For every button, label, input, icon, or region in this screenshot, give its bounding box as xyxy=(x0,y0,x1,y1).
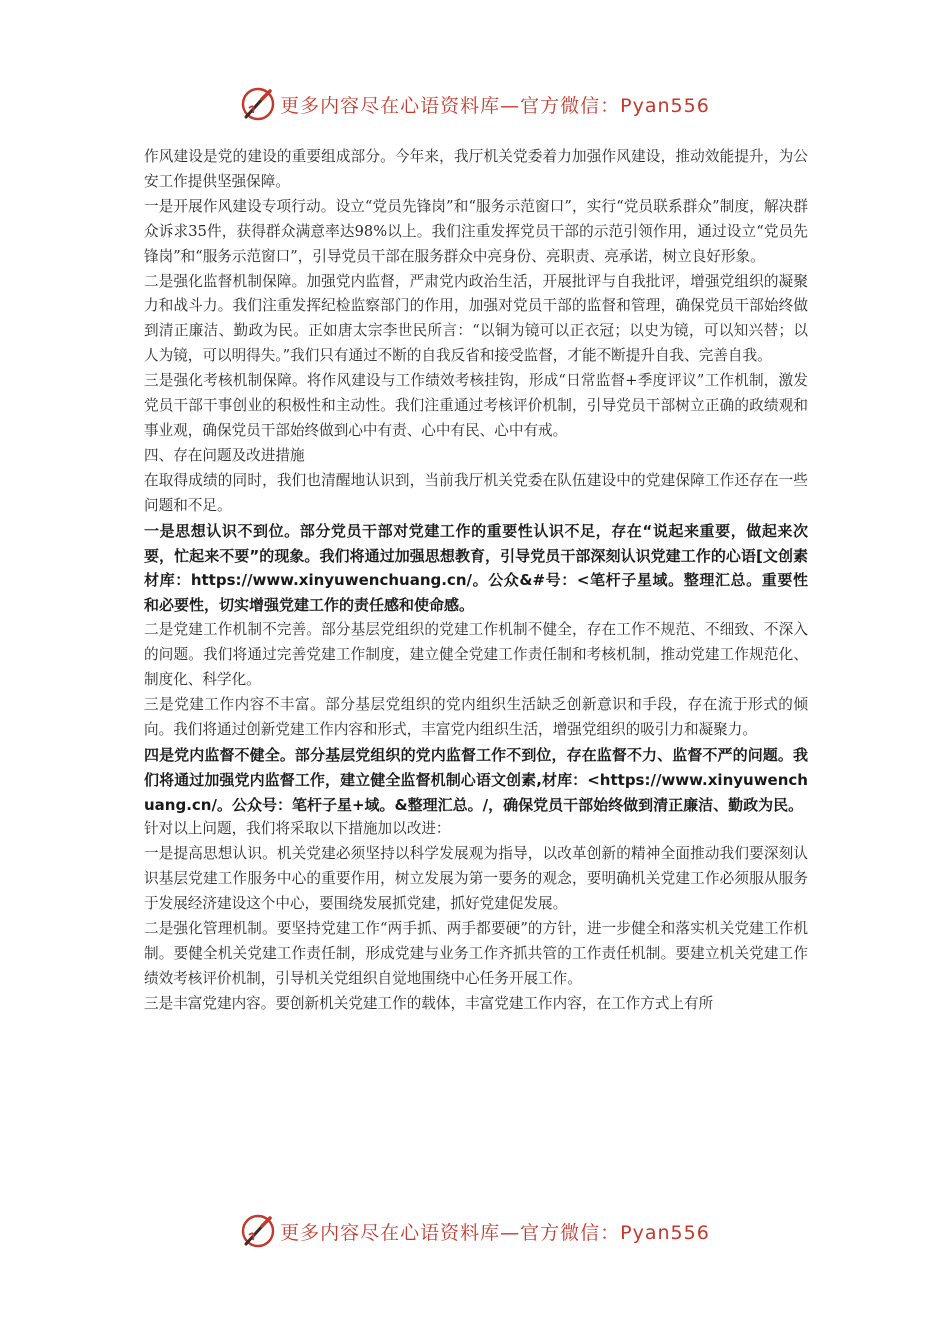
footer-banner-text: 更多内容尽在心语资料库—官方微信：Pyan556 xyxy=(280,1221,710,1244)
paragraph: 在取得成绩的同时，我们也清醒地认识到，当前我厅机关党委在队伍建设中的党建保障工作还存在一些问题和不足。 xyxy=(144,471,808,514)
pen-logo-icon xyxy=(240,86,276,122)
pen-logo-icon xyxy=(240,1213,276,1249)
paragraph: 三是强化考核机制保障。将作风建设与工作绩效考核挂钩，形成“日常监督+季度评议”工作机制，激发党员干部干事创业的积极性和主动性。我们注重通过考核评价机制，引导党员干部树立正确的政绩观和事业观，确保党员干部始终做到心中有责、心中有民、心中有戒。 xyxy=(144,372,808,439)
paragraph-bold: 一是思想认识不到位。部分党员干部对党建工作的重要性认识不足，存在“说起来重要，做起来次要，忙起来不要”的现象。我们将通过加强思想教育，引导党员干部深刻认识党建工作的心语[文创素材库：https://www.xinyuwenchuang.cn/。公众&#号：<笔杆子星域。整理汇总。重要性和必要性，切实增强党建工作的责任感和使命感。 xyxy=(144,521,808,615)
header-banner-text: 更多内容尽在心语资料库—官方微信：Pyan556 xyxy=(280,94,710,117)
paragraph-bold: 四是党内监督不健全。部分基层党组织的党内监督工作不到位，存在监督不力、监督不严的问题。我们将通过加强党内监督工作，建立健全监督机制心语文创素,材库：<https://www.xinyuwenchuang.cn/。公众号：笔杆子星+域。&整理汇总。/，确保党员干部始终做到清正廉洁、勤政为民。 xyxy=(144,745,808,814)
footer-banner xyxy=(0,1209,950,1253)
paragraph: 针对以上问题，我们将采取以下措施加以改进： xyxy=(144,820,451,838)
paragraph: 一是开展作风建设专项行动。设立“党员先锋岗”和“服务示范窗口”，实行“党员联系群众”制度，解决群众诉求35件，获得群众满意率达98%以上。我们注重发挥党员干部的示范引领作用，通过设立“党员先锋岗”和“服务示范窗口”，引导党员干部在服务群众中亮身份、亮职责、亮承诺，树立良好形象。 xyxy=(144,197,808,265)
paragraph: 三是党建工作内容不丰富。部分基层党组织的党内组织生活缺乏创新意识和手段，存在流于形式的倾向。我们将通过创新党建工作内容和形式，丰富党内组织生活，增强党组织的吸引力和凝聚力。 xyxy=(144,695,808,738)
document-body xyxy=(144,145,808,1017)
paragraph: 二是党建工作机制不完善。部分基层党组织的党建工作机制不健全，存在工作不规范、不细致、不深入的问题。我们将通过完善党建工作制度，建立健全党建工作责任制和考核机制，推动党建工作规范化、制度化、科学化。 xyxy=(144,621,808,689)
paragraph: 二是强化监督机制保障。加强党内监督，严肃党内政治生活，开展批评与自我批评，增强党组织的凝聚力和战斗力。我们注重发挥纪检监察部门的作用，加强对党员干部的监督和管理，确保党员干部始终做到清正廉洁、勤政为民。正如唐太宗李世民所言：“以铜为镜可以正衣冠；以史为镜，可以知兴替；以人为镜，可以明得失。”我们只有通过不断的自我反省和接受监督，才能不断提升自我、完善自我。 xyxy=(144,272,808,365)
paragraph: 作风建设是党的建设的重要组成部分。今年来，我厅机关党委着力加强作风建设，推动效能提升，为公安工作提供坚强保障。 xyxy=(144,148,808,190)
paragraph: 二是强化管理机制。要坚持党建工作“两手抓、两手都要硬”的方针，进一步健全和落实机关党建工作机制。要健全机关党建工作责任制，形成党建与业务工作齐抓共管的工作责任机制。要建立机关党建工作绩效考核评价机制，引导机关党组织自觉地围绕中心任务开展工作。 xyxy=(144,920,808,987)
paragraph: 一是提高思想认识。机关党建必须坚持以科学发展观为指导，以改革创新的精神全面推动我们要深刻认识基层党建工作服务中心的重要作用，树立发展为第一要务的观念，要明确机关党建工作必须服从服务于发展经济建设这个中心，要围绕发展抓党建，抓好党建促发展。 xyxy=(144,845,808,913)
section-heading: 四、存在问题及改进措施 xyxy=(144,446,305,464)
paragraph: 三是丰富党建内容。要创新机关党建工作的载体，丰富党建工作内容，在工作方式上有所 xyxy=(144,994,714,1012)
header-banner xyxy=(0,82,950,126)
